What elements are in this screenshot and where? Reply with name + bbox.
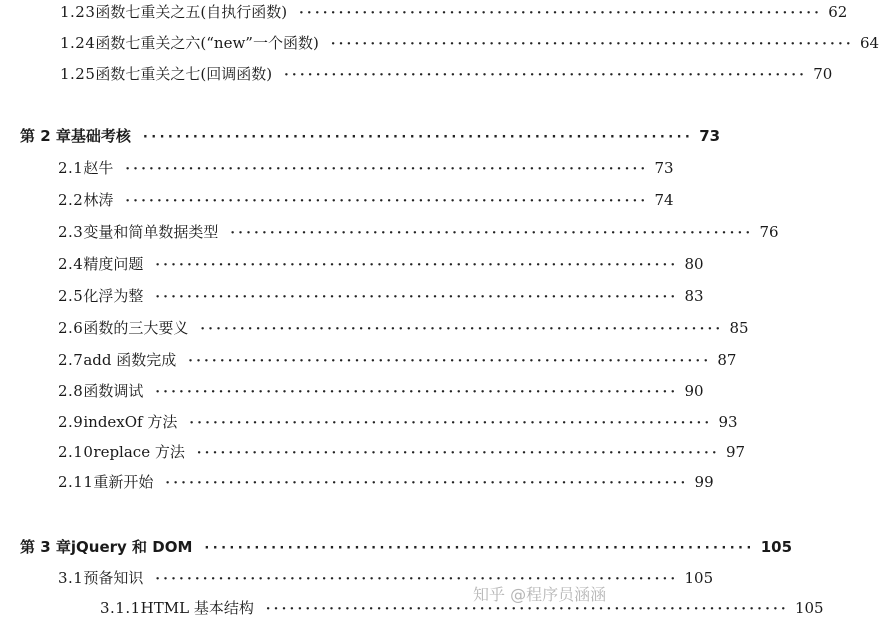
page-number: 105 [794, 599, 824, 617]
watermark-text: 知乎 @程序员涵涵 [473, 585, 607, 604]
page-number: 64 [859, 34, 879, 52]
dot-leader: ·································································· [299, 6, 823, 21]
page-number: 105 [760, 538, 793, 556]
page-number: 97 [725, 443, 746, 461]
dot-leader: ·································································· [125, 194, 649, 209]
toc-entry[interactable] [58, 442, 746, 464]
dot-leader: ·································································· [330, 37, 854, 52]
toc-entry[interactable] [58, 158, 674, 180]
section-title: HTML 基本结构 [140, 599, 254, 617]
chapter-title: jQuery 和 DOM [70, 538, 193, 556]
dot-leader: ·································································· [165, 476, 689, 491]
toc-entry[interactable] [58, 350, 737, 372]
page-number: 93 [718, 413, 738, 431]
section-number: 2.2 [58, 191, 84, 209]
section-title: 重新开始 [93, 473, 154, 491]
section-number: 2.3 [58, 223, 84, 241]
page-number: 70 [813, 65, 833, 83]
section-number: 2.1 [58, 159, 84, 177]
dot-leader: ·································································· [155, 385, 679, 400]
section-number: 2.6 [58, 319, 84, 337]
toc-entry[interactable] [60, 2, 848, 24]
section-title: 函数的三大要义 [83, 319, 189, 337]
section-title: 赵牛 [83, 159, 114, 177]
chapter-title: 基础考核 [70, 127, 131, 145]
toc-chapter-entry[interactable] [20, 537, 793, 559]
section-title: add 函数完成 [83, 351, 177, 369]
section-number: 1.24 [60, 34, 96, 52]
section-title: 函数调试 [83, 382, 144, 400]
section-number: 1.25 [60, 65, 96, 83]
toc-entry[interactable] [58, 381, 704, 403]
dot-leader: ·································································· [142, 130, 694, 145]
page-number: 73 [699, 127, 721, 145]
toc-entry[interactable] [60, 64, 833, 86]
dot-leader: ·································································· [230, 226, 754, 241]
dot-leader: ·································································· [204, 541, 755, 556]
chapter-number: 第 3 章 [20, 538, 71, 556]
section-number: 2.9 [58, 413, 84, 431]
toc-entry[interactable] [58, 222, 779, 244]
toc-chapter-entry[interactable] [20, 126, 721, 148]
section-number: 2.10 [58, 443, 94, 461]
section-number: 1.23 [60, 3, 96, 21]
page-number: 105 [684, 569, 714, 587]
section-number: 2.11 [58, 473, 94, 491]
dot-leader: ·································································· [125, 162, 649, 177]
section-title: 函数七重关之七(回调函数) [95, 65, 273, 83]
section-number: 3.1 [58, 569, 84, 587]
page-number: 85 [729, 319, 749, 337]
toc-entry[interactable] [58, 318, 749, 340]
dot-leader: ·································································· [155, 572, 679, 587]
section-title: indexOf 方法 [83, 413, 178, 431]
page-number: 76 [759, 223, 779, 241]
section-number: 3.1.1 [100, 599, 141, 617]
section-number: 2.5 [58, 287, 84, 305]
dot-leader: ·································································· [196, 446, 720, 461]
toc-entry[interactable] [58, 254, 704, 276]
toc-entry[interactable] [58, 286, 704, 308]
section-title: 精度问题 [83, 255, 144, 273]
page-number: 62 [828, 3, 848, 21]
section-title: replace 方法 [93, 443, 185, 461]
page-number: 74 [654, 191, 674, 209]
dot-leader: ·································································· [265, 602, 789, 617]
dot-leader: ·································································· [200, 322, 724, 337]
dot-leader: ·································································· [155, 258, 679, 273]
page-number: 87 [717, 351, 737, 369]
dot-leader: ·································································· [284, 68, 808, 83]
section-number: 2.8 [58, 382, 84, 400]
page-number: 80 [684, 255, 704, 273]
page-number: 90 [684, 382, 704, 400]
section-title: 预备知识 [83, 569, 144, 587]
section-title: 函数七重关之六(“new”一个函数) [95, 34, 319, 52]
chapter-number: 第 2 章 [20, 127, 71, 145]
section-title: 变量和简单数据类型 [83, 223, 219, 241]
page-number: 99 [694, 473, 714, 491]
dot-leader: ·································································· [155, 290, 679, 305]
page-number: 83 [684, 287, 704, 305]
section-number: 2.4 [58, 255, 84, 273]
section-number: 2.7 [58, 351, 84, 369]
toc-entry[interactable] [60, 33, 879, 55]
page-number: 73 [654, 159, 674, 177]
toc-entry[interactable] [58, 472, 714, 494]
toc-entry[interactable] [58, 190, 674, 212]
section-title: 林涛 [83, 191, 114, 209]
toc-entry[interactable] [58, 412, 738, 434]
dot-leader: ·································································· [188, 354, 712, 369]
dot-leader: ·································································· [189, 416, 713, 431]
section-title: 化浮为整 [83, 287, 144, 305]
section-title: 函数七重关之五(自执行函数) [95, 3, 288, 21]
